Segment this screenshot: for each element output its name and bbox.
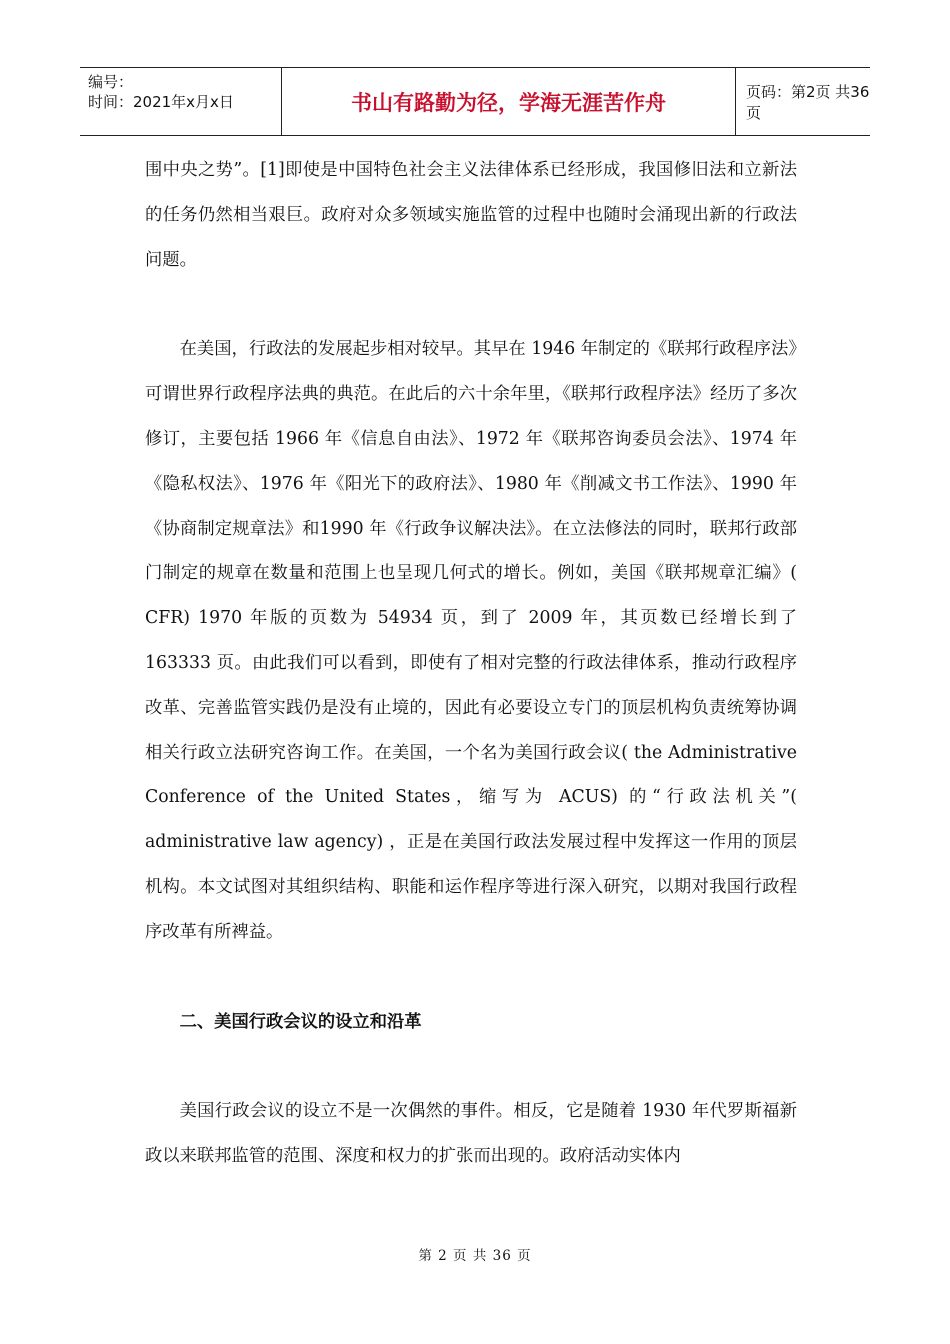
paragraph-spacer — [145, 282, 797, 327]
header-meta — [80, 68, 282, 135]
document-body — [145, 148, 797, 1179]
page-footer: 第 2 页 共 36 页 — [418, 1248, 532, 1264]
paragraph-1: 围中央之势”。[1]即使是中国特色社会主义法律体系已经形成，我国修旧法和立新法的任务仍然相当艰巨。政府对众多领域实施监管的过程中也随时会涌现出新的行政法问题。 — [145, 160, 797, 270]
paragraph-2: 在美国，行政法的发展起步相对较早。其早在 1946 年制定的《联邦行政程序法》可谓世界行政程序法典的典范。在此后的六十余年里，《联邦行政程序法》经历了多次修订，主要包括 1966 年《信息自由法》、1972 年《联邦咨询委员会法》、1974 年《隐私权法》、1976 年《阳光下的政府法》、1980 年《削减文书工作法》、1990 年《协商制定规章法》和1990 年《行政争议解决法》。在立法修法的同时，联邦行政部门制定的规章在数量和范围上也呈现几何式的增长。例如，美国《联邦规章汇编》( CFR) 1970 年版的页数为 54934 页，到了 2009 年，其页数已经增长到了 163333 页。由此我们可以看到，即使有了相对完整的行政法律体系，推动行政程序改革、完善监管实践仍是没有止境的，因此有必要设立专门的顶层机构负责统筹协调相关行政立法研究咨询工作。在美国，一个名为美国行政会议( the Administrative Conference of the United States，缩写为 ACUS) 的“行政法机关”( administrative law agency) ，正是在美国行政法发展过程中发挥这一作用的顶层机构。本文试图对其组织结构、职能和运作程序等进行深入研究，以期对我国行政程序改革有所裨益。 — [145, 339, 797, 942]
paragraph-3: 美国行政会议的设立不是一次偶然的事件。相反，它是随着 1930 年代罗斯福新政以来联邦监管的范围、深度和权力的扩张而出现的。政府活动实体内 — [145, 1101, 797, 1167]
header-page-info: 页码：第2页 共36页 — [746, 82, 870, 122]
paragraph-spacer — [145, 955, 797, 1000]
header-motto: 书山有路勤为径，学海无涯苦作舟 — [282, 68, 736, 135]
section-heading: 二、美国行政会议的设立和沿革 — [179, 1011, 422, 1032]
paragraph-spacer — [145, 1044, 797, 1089]
serial-number-label: 编号： — [88, 73, 134, 91]
page-header — [80, 67, 870, 136]
date-label: 时间：2021年x月x日 — [88, 93, 234, 111]
